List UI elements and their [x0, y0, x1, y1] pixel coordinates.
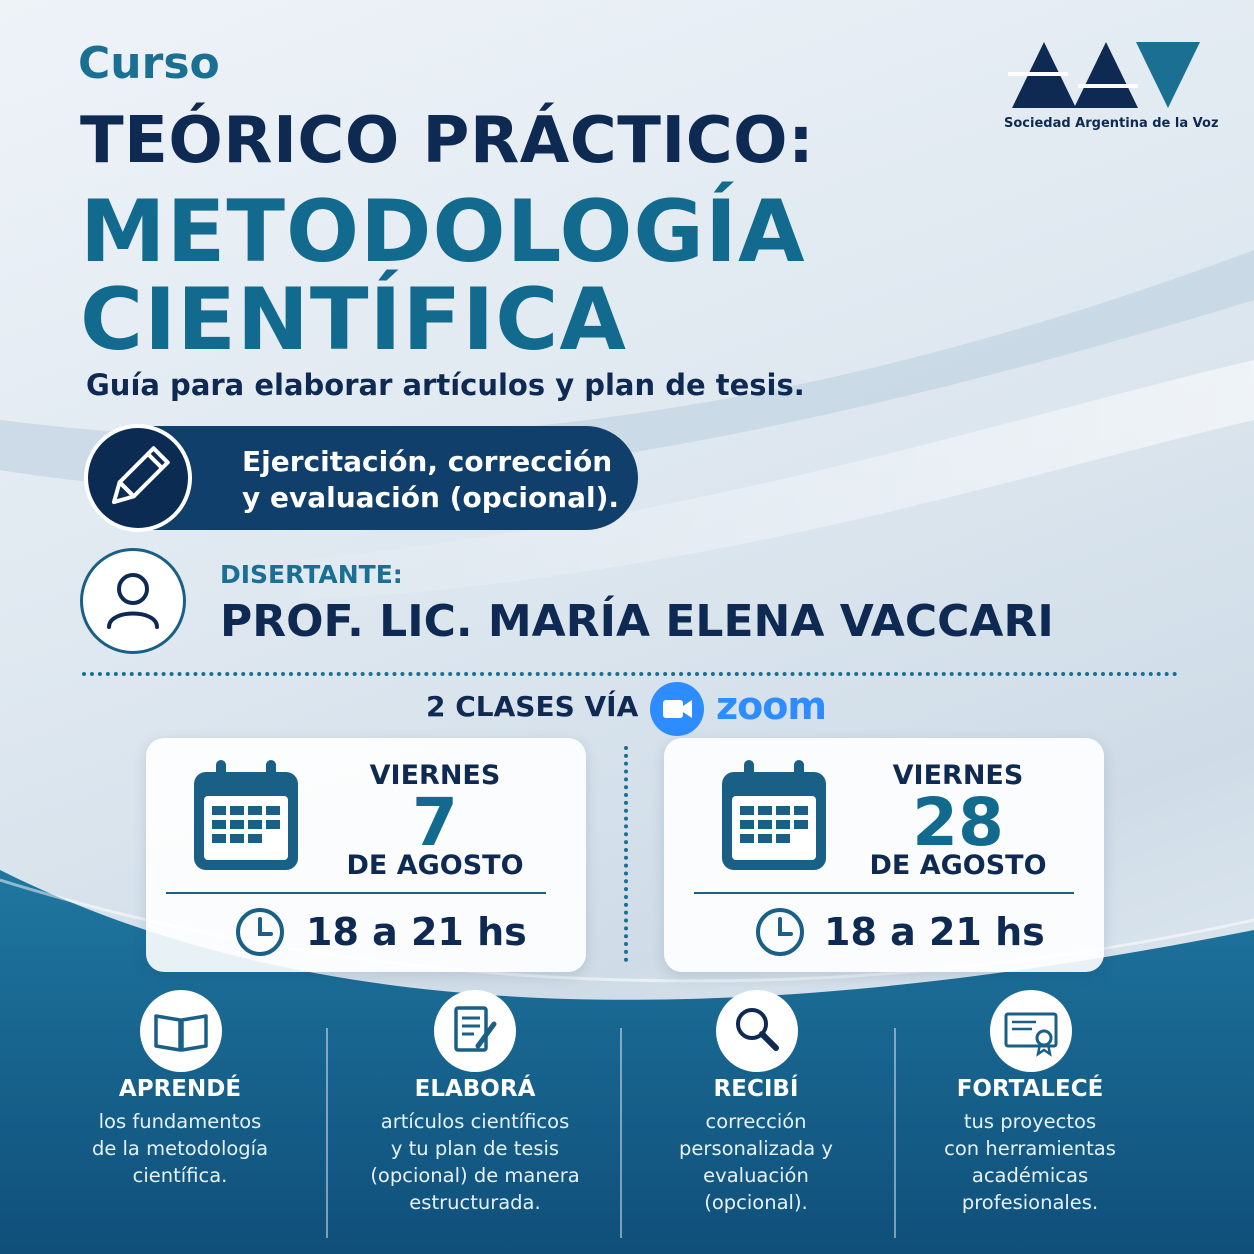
document-pen-icon [434, 990, 516, 1072]
feature-4 [880, 1076, 1180, 1216]
subtitle: Guía para elaborar artículos y plan de tesis. [86, 368, 805, 402]
feature-2 [325, 1076, 625, 1216]
feature-4-line: académicas [971, 1164, 1089, 1187]
feature-2-line: y tu plan de tesis [390, 1137, 560, 1160]
feature-4-text [880, 1108, 1180, 1216]
pencil-badge [84, 424, 192, 532]
feature-2-title: ELABORÁ [414, 1076, 536, 1102]
feature-3-title: RECIBÍ [713, 1076, 799, 1102]
pencil-icon [88, 428, 188, 528]
feature-1-line: los fundamentos [98, 1110, 262, 1133]
calendar-icon [190, 756, 302, 874]
session-2-day-name: VIERNES [892, 760, 1024, 791]
clock-icon [234, 906, 286, 958]
title-line-3: CIENTÍFICA [80, 270, 627, 370]
classes-label: 2 CLASES VÍA [426, 690, 639, 723]
session-2-divider [694, 892, 1074, 894]
logo-icon [1008, 38, 1202, 110]
session-1-day-number: 7 [412, 784, 458, 861]
feature-2-line: artículos científicos [380, 1110, 570, 1133]
feature-1-line: científica. [132, 1164, 228, 1187]
logo-org-name: Sociedad Argentina de la Voz [1004, 116, 1219, 131]
magnifier-icon [716, 990, 798, 1072]
feature-2-line: (opcional) de manera [370, 1164, 580, 1187]
feature-4-title: FORTALECÉ [956, 1076, 1104, 1102]
session-2-hours: 18 a 21 hs [824, 910, 1045, 954]
feature-4-line: con herramientas [944, 1137, 1116, 1160]
feature-2-line: estructurada. [409, 1191, 541, 1214]
dotted-divider [82, 672, 1178, 676]
feature-3-line: corrección [705, 1110, 807, 1133]
session-1-month: DE AGOSTO [346, 850, 524, 881]
feature-1-badge [140, 990, 222, 1072]
sessions-divider [624, 746, 628, 962]
feature-1 [30, 1076, 330, 1189]
feature-4-line: profesionales. [961, 1191, 1099, 1214]
title-line-1: TEÓRICO PRÁCTICO: [80, 104, 815, 178]
feature-3-badge [716, 990, 798, 1072]
session-2-day-number: 28 [912, 784, 1004, 861]
zoom-icon [650, 682, 704, 736]
feature-2-badge [434, 990, 516, 1072]
zoom-camera-icon [650, 682, 704, 736]
highlight-text [242, 444, 619, 516]
speaker-badge [80, 548, 186, 654]
speaker-name: PROF. LIC. MARÍA ELENA VACCARI [220, 596, 1054, 647]
feature-3-text [606, 1108, 906, 1216]
certificate-icon [990, 990, 1072, 1072]
feature-3-line: personalizada y [679, 1137, 833, 1160]
session-2-month: DE AGOSTO [869, 850, 1047, 881]
feature-3-line: evaluación [703, 1164, 809, 1187]
book-icon [140, 990, 222, 1072]
feature-4-badge [990, 990, 1072, 1072]
speaker-label: DISERTANTE: [220, 560, 403, 589]
feature-1-line: de la metodología [91, 1137, 269, 1160]
feature-2-text [325, 1108, 625, 1216]
session-1-day-name: VIERNES [369, 760, 501, 791]
course-label: Curso [78, 38, 220, 89]
feature-1-text [30, 1108, 330, 1189]
highlight-line-1: Ejercitación, corrección [242, 445, 613, 478]
person-icon [83, 551, 183, 651]
clock-icon [754, 906, 806, 958]
zoom-wordmark: zoom [716, 684, 826, 728]
highlight-line-2: y evaluación (opcional). [242, 481, 620, 514]
title-line-2: METODOLOGÍA [80, 182, 806, 282]
calendar-icon [718, 756, 830, 874]
feature-4-line: tus proyectos [963, 1110, 1097, 1133]
session-1-divider [166, 892, 546, 894]
feature-3-line: (opcional). [704, 1191, 808, 1214]
feature-3 [606, 1076, 906, 1216]
session-1-hours: 18 a 21 hs [306, 910, 527, 954]
feature-1-title: APRENDÉ [118, 1076, 242, 1102]
